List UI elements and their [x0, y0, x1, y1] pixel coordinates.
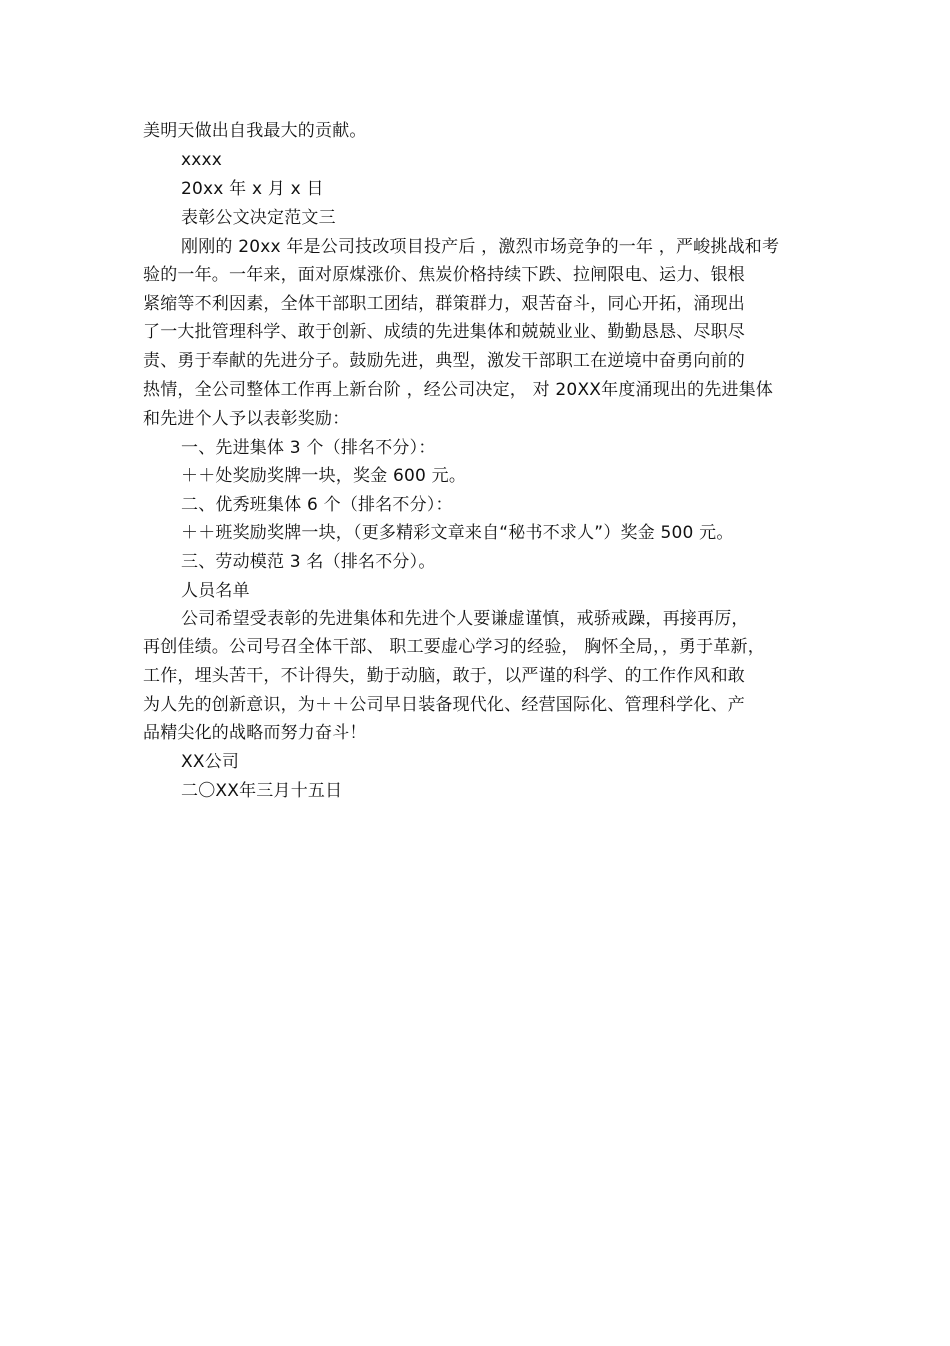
text-line-8: 了一大批管理科学、敢于创新、成绩的先进集体和兢兢业业、勤勤恳恳、尽职尽 [143, 322, 745, 342]
text-line-7: 紧缩等不利因素，全体干部职工团结，群策群力，艰苦奋斗，同心开拓，涌现出 [143, 294, 745, 314]
text-line-9: 责、勇于奉献的先进分子。鼓励先进，典型，激发干部职工在逆境中奋勇向前的 [143, 351, 745, 371]
text-line-5: 刚刚的 20xx 年是公司技改项目投产后 ，激烈市场竞争的一年 ，严峻挑战和考 [181, 237, 780, 257]
list-item-heading-3: 三、劳动模范 3 名（排名不分）。 [181, 552, 436, 572]
text-line-21: 为人先的创新意识，为＋＋公司早日装备现代化、经营国际化、管理科学化、产 [143, 695, 745, 715]
text-line-1: 美明天做出自我最大的贡献。 [143, 121, 367, 141]
section-title: 表彰公文决定范文三 [181, 208, 336, 228]
text-line-20: 工作，埋头苦干，不计得失，勤于动脑，敢于，以严谨的科学、的工作作风和敢 [143, 666, 745, 686]
text-line-18: 公司希望受表彰的先进集体和先进个人要谦虚谨慎，戒骄戒躁，再接再厉， [181, 609, 749, 629]
list-item-heading-1: 一、先进集体 3 个（排名不分）： [181, 438, 436, 458]
signature-company: XX公司 [181, 752, 240, 772]
list-item-heading-2: 二、优秀班集体 6 个（排名不分）： [181, 495, 453, 515]
list-item-detail-3: 人员名单 [181, 581, 250, 601]
text-line-22: 品精尖化的战略而努力奋斗！ [143, 723, 367, 743]
signature-date: 二〇XX年三月十五日 [181, 781, 343, 801]
list-item-detail-1: ＋＋处奖励奖牌一块，奖金 600 元。 [181, 466, 467, 486]
text-line-19: 再创佳绩。公司号召全体干部、 职工要虚心学习的经验， 胸怀全局，，勇于革新， [143, 637, 765, 657]
text-line-11: 和先进个人予以表彰奖励： [143, 409, 350, 429]
list-item-detail-2: ＋＋班奖励奖牌一块，（更多精彩文章来自“秘书不求人”）奖金 500 元。 [181, 523, 734, 543]
text-line-3: 20xx 年 x 月 x 日 [181, 179, 324, 199]
text-line-2: xxxx [181, 150, 223, 170]
text-line-10: 热情，全公司整体工作再上新台阶 ，经公司决定， 对 20XX年度涌现出的先进集体 [143, 380, 774, 400]
text-line-6: 验的一年。一年来，面对原煤涨价、焦炭价格持续下跌、拉闸限电、运力、银根 [143, 265, 745, 285]
